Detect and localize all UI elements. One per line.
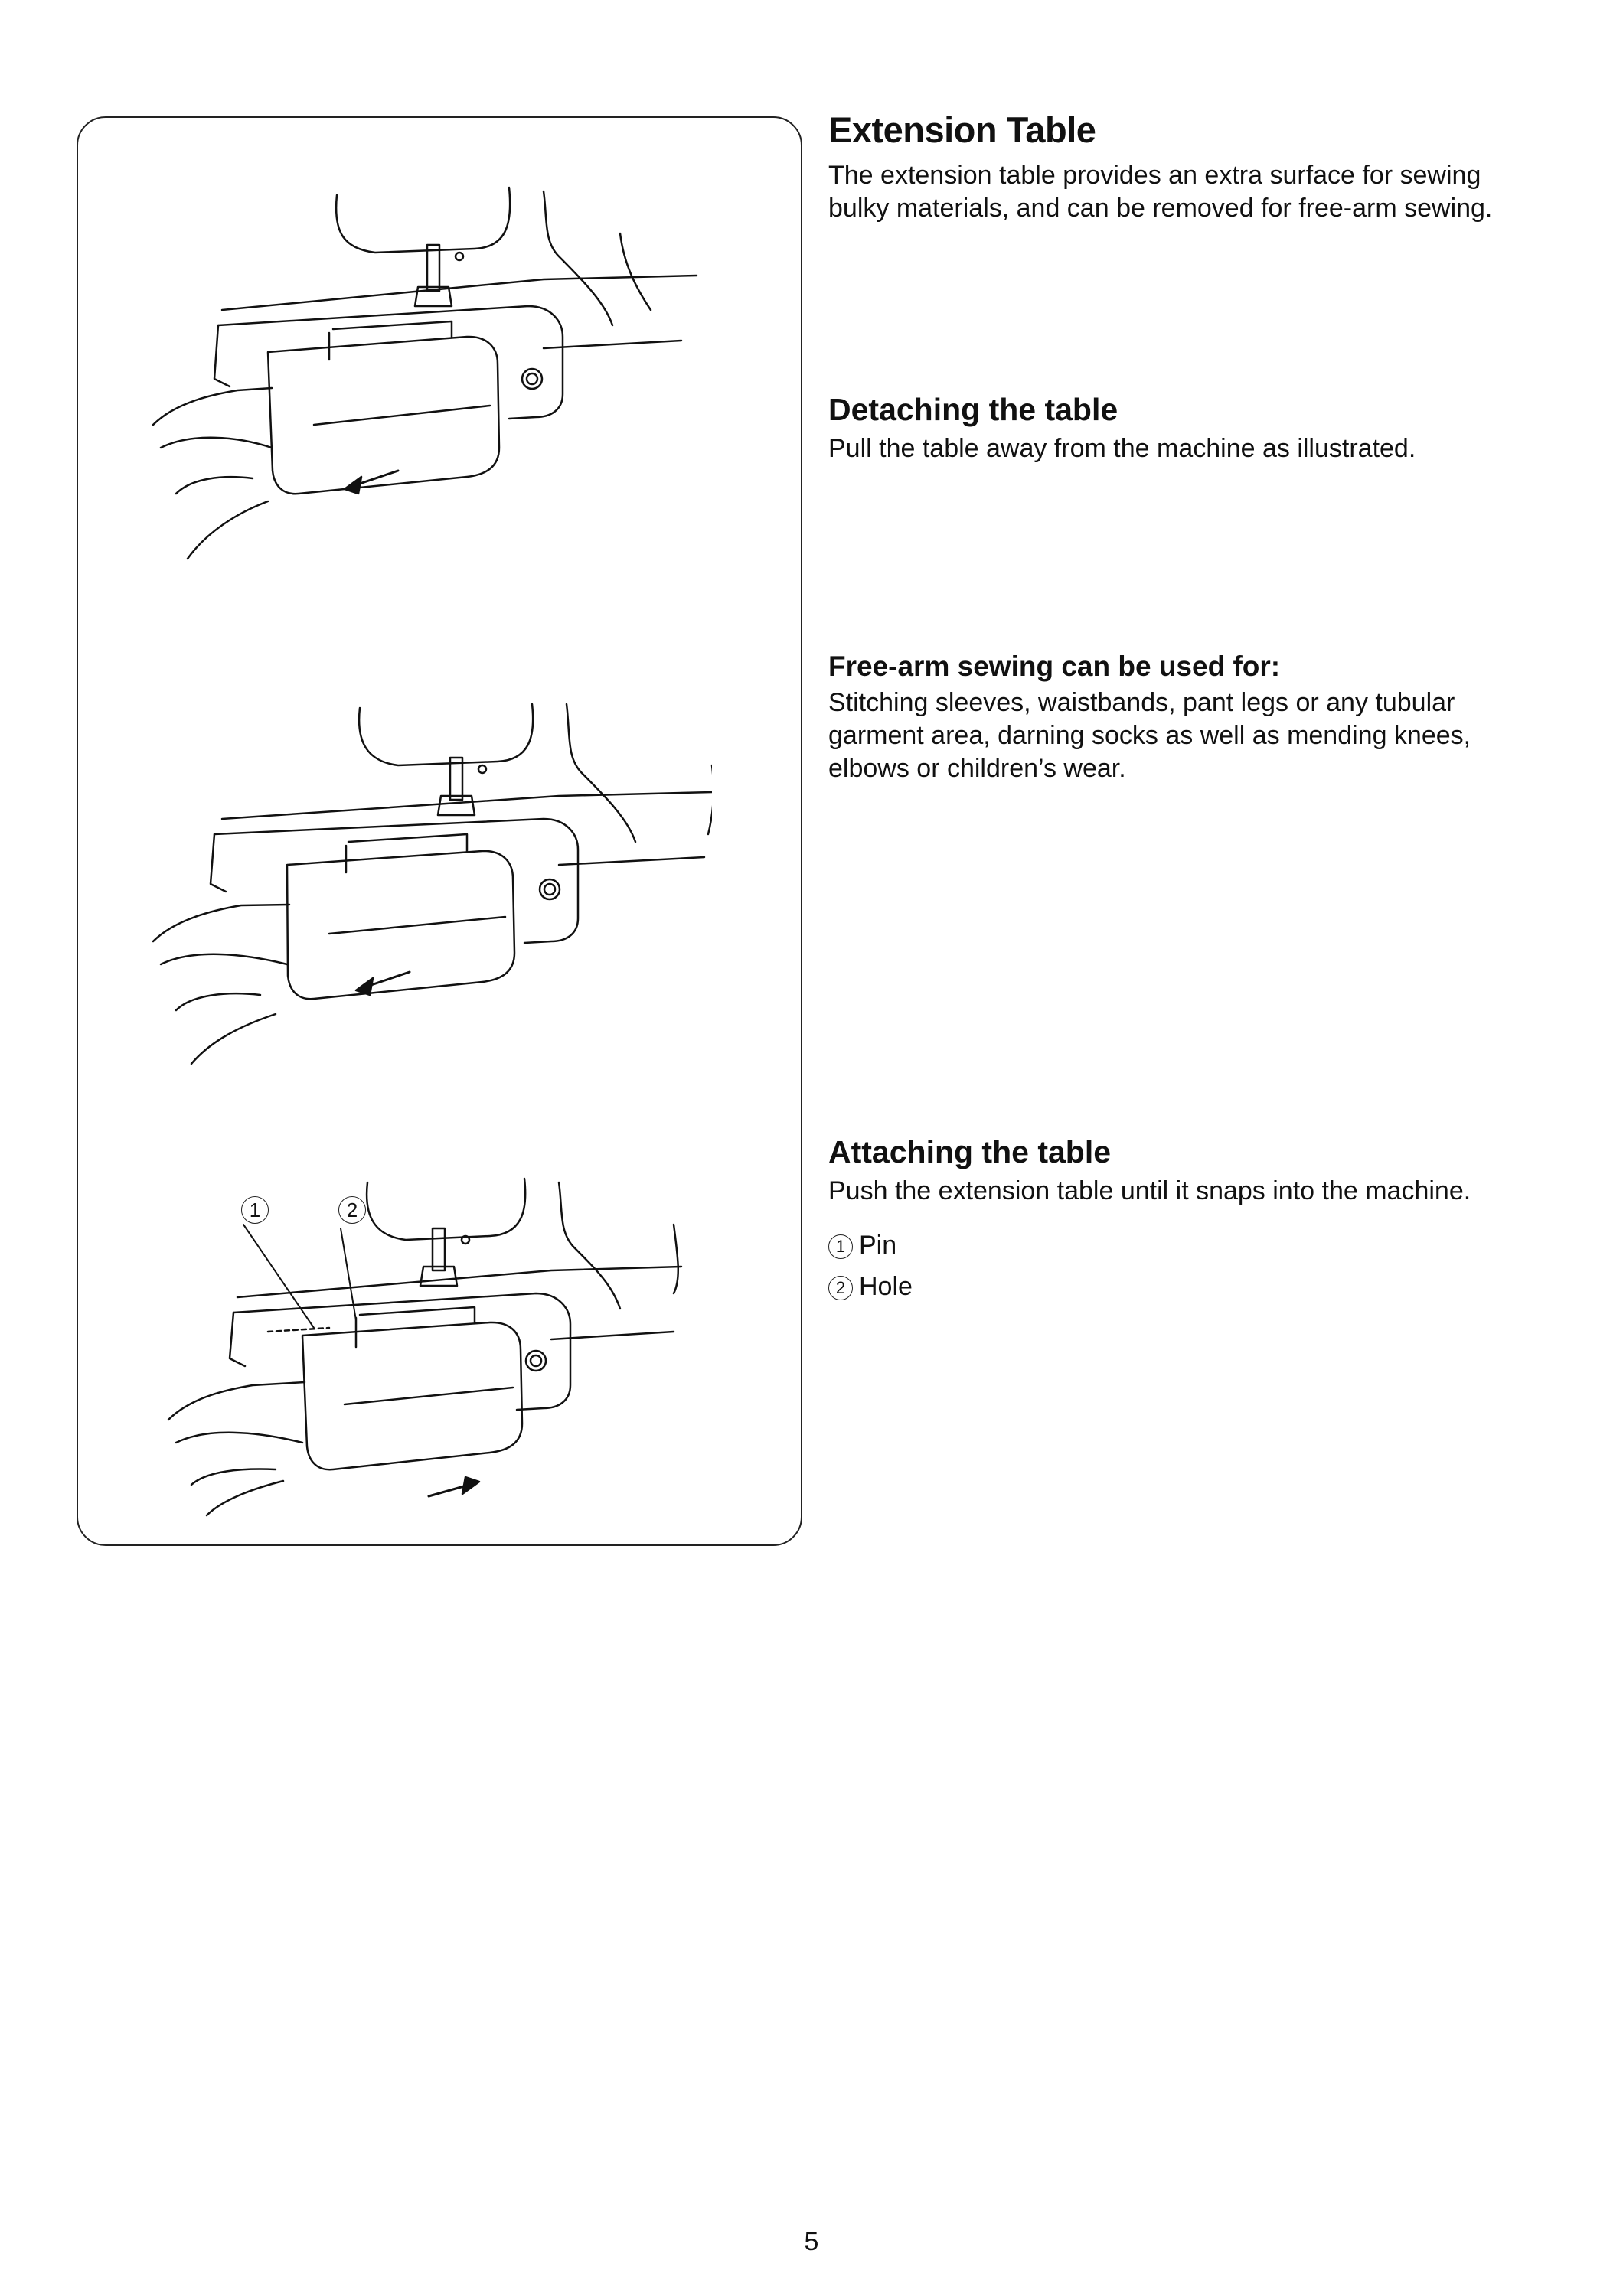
intro-paragraph: [828, 159, 1594, 225]
attaching-section: [828, 1175, 1594, 1307]
free-arm-line-1: Stitching sleeves, waistbands, pant legs or any tubular: [828, 688, 1455, 717]
legend-label-pin: Pin: [859, 1231, 897, 1260]
intro-line-1: The extension table provides an extra surface for sewing: [828, 161, 1481, 190]
attaching-text: Push the extension table until it snaps into the machine.: [828, 1176, 1471, 1205]
free-arm-section: [828, 687, 1594, 785]
legend-number-2: 2: [828, 1276, 853, 1300]
figure-detaching-table: [145, 172, 712, 570]
page-number: 5: [804, 2227, 819, 2256]
legend-item-pin: [828, 1225, 1594, 1266]
intro-line-2: bulky materials, and can be removed for free-arm sewing.: [828, 194, 1493, 223]
legend-number-1: 1: [828, 1234, 853, 1259]
figure-attaching-table: [145, 1163, 712, 1523]
legend-item-hole: [828, 1266, 1594, 1307]
figure-free-arm: [145, 689, 712, 1071]
free-arm-heading: Free-arm sewing can be used for:: [828, 651, 1281, 682]
legend-label-hole: Hole: [859, 1272, 913, 1301]
free-arm-line-3: elbows or children’s wear.: [828, 754, 1126, 783]
detaching-heading: Detaching the table: [828, 392, 1118, 427]
callout-1: 1: [241, 1196, 269, 1224]
free-arm-line-2: garment area, darning socks as well as mending knees,: [828, 721, 1471, 750]
attaching-heading: Attaching the table: [828, 1134, 1112, 1169]
detaching-section: [828, 432, 1594, 465]
parts-legend: [828, 1225, 1594, 1307]
detaching-text: Pull the table away from the machine as illustrated.: [828, 434, 1416, 463]
callout-2: 2: [338, 1196, 366, 1224]
page-title: Extension Table: [828, 109, 1096, 150]
